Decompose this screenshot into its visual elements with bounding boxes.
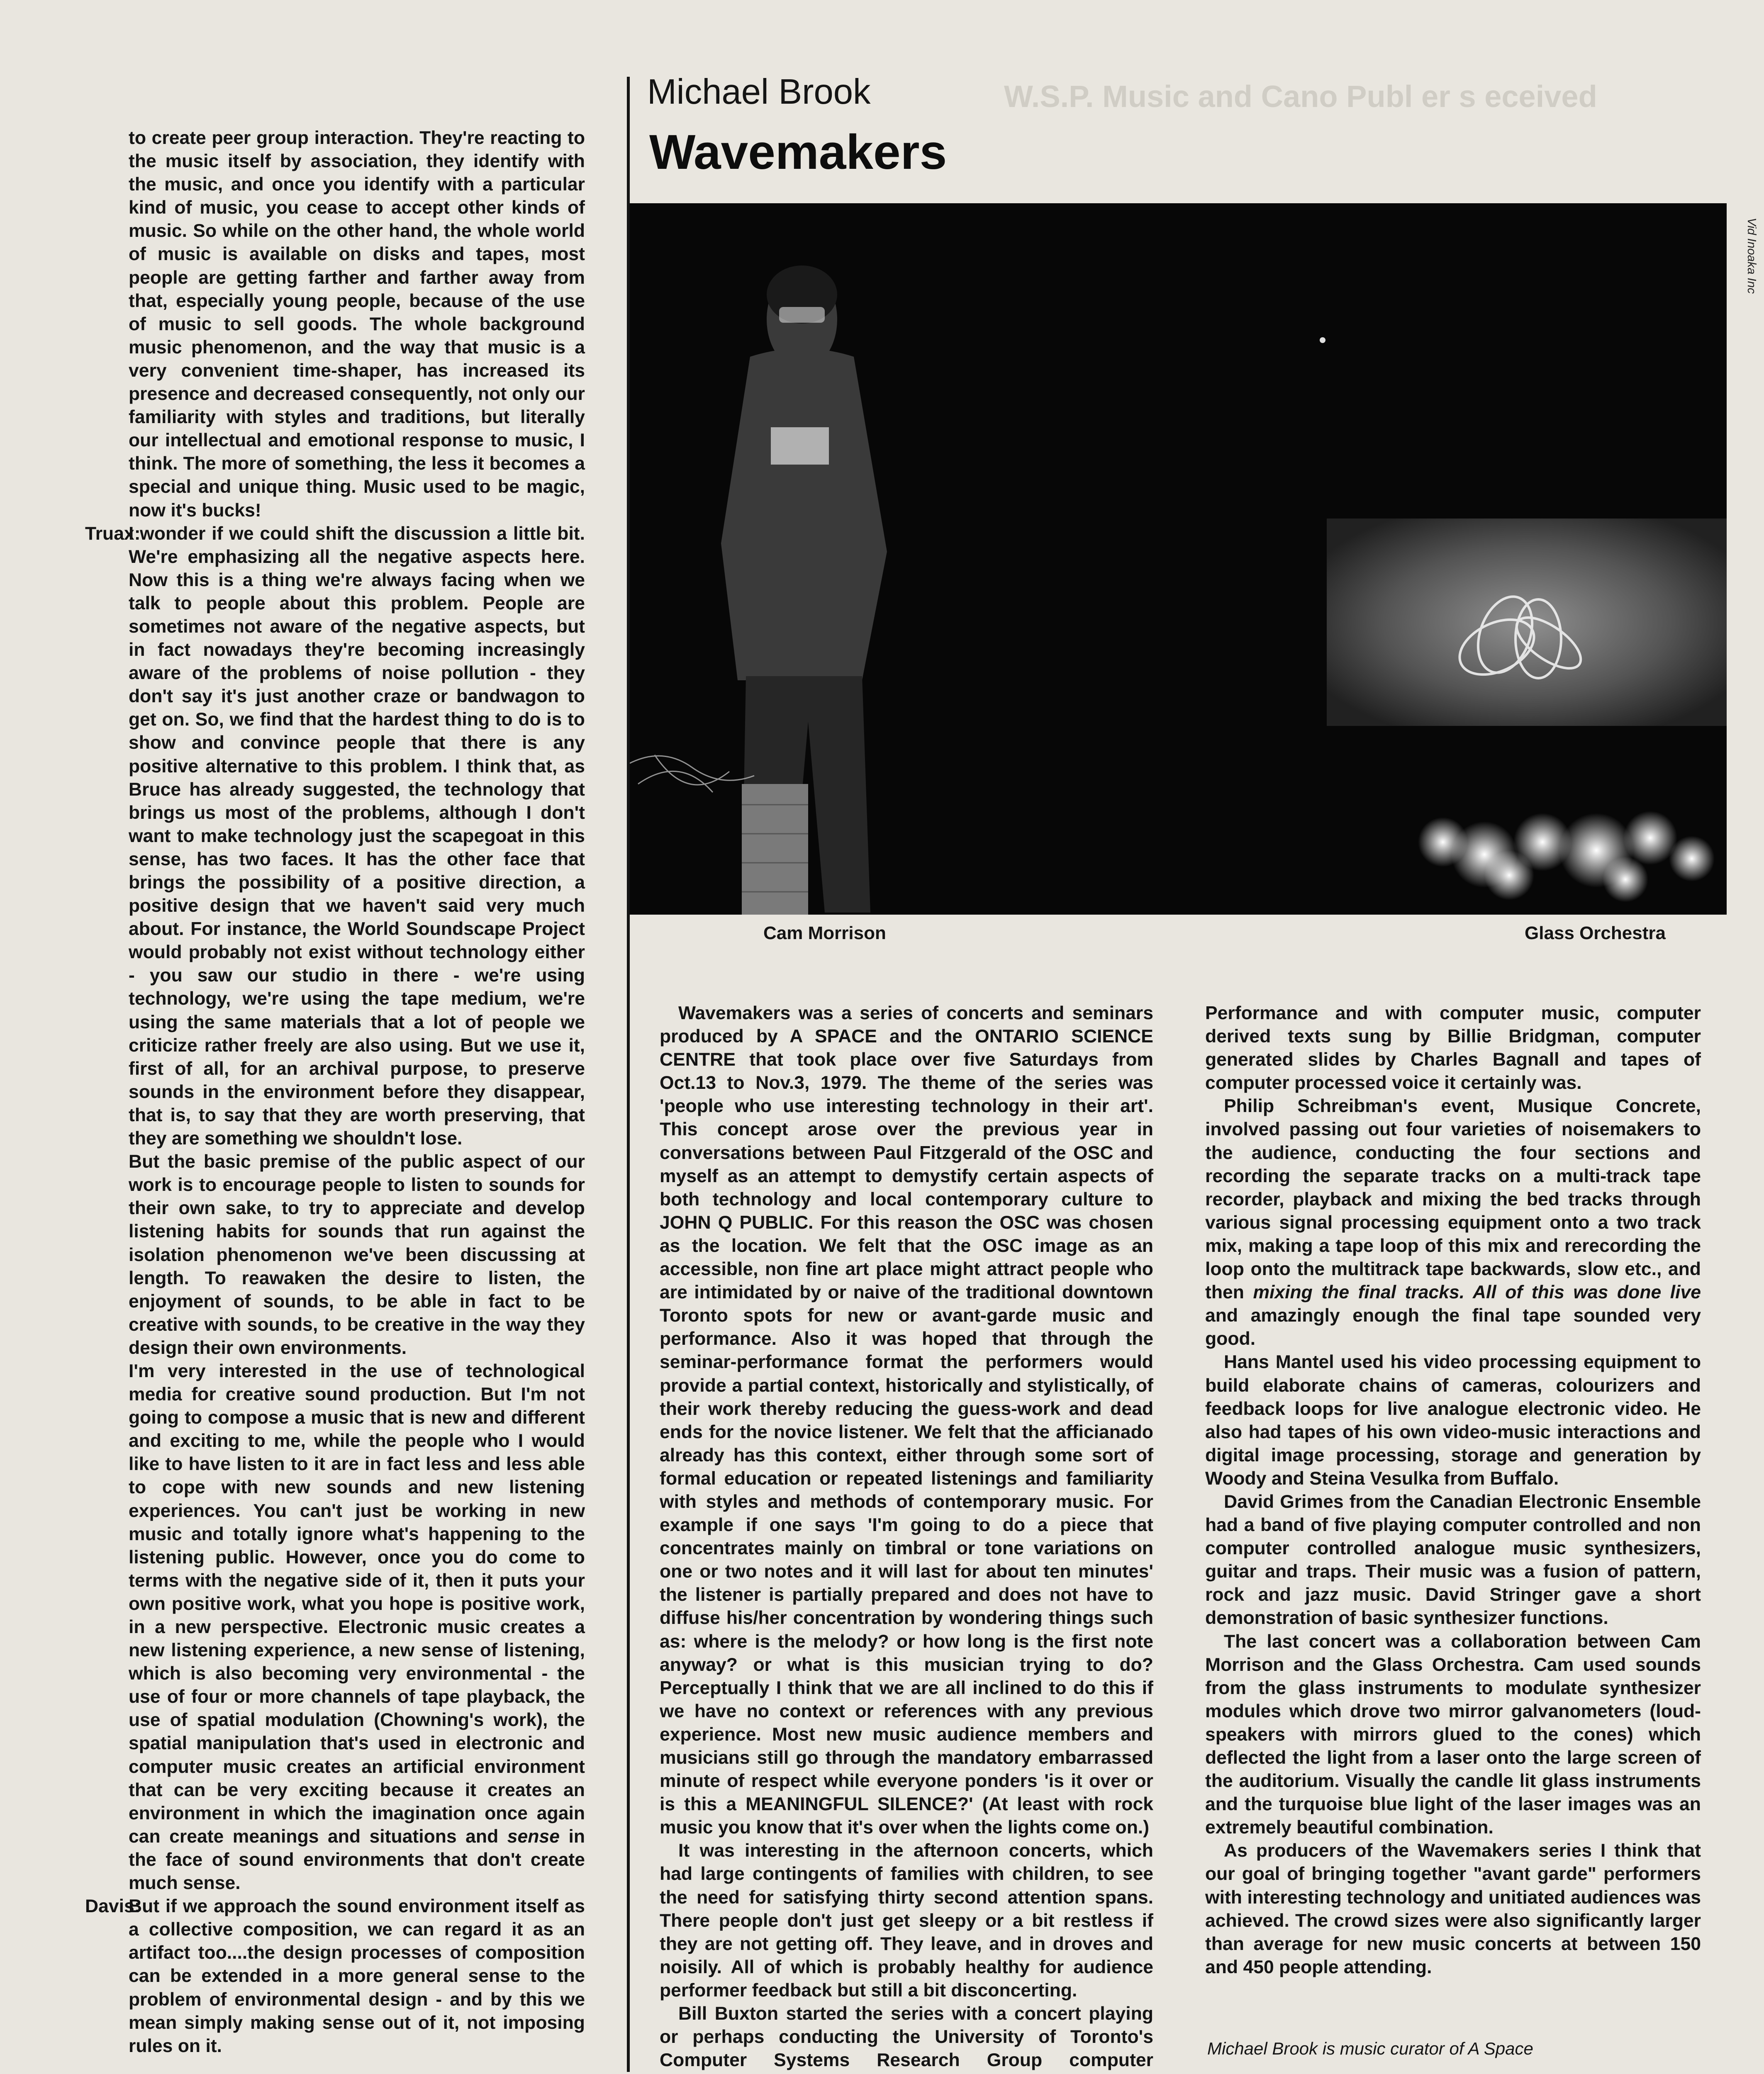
author-note: Michael Brook is music curator of A Space: [1207, 2039, 1533, 2058]
truax-text-3a: I'm very interested in the use of technological media for creative sound production. But I'm not going to compose a music that is new and different and exciting to me, while the people who I would like to have listen to it are in fact less and less able to cope with new sounds and new listening experiences. You can't just be working in new music and totally ignore what's happening to the listening public. However, once you do come to terms with the negative side of it, then it puts your own positive work, what you hope is positive work, in a new perspective. Electronic music creates a new listening experience, a new sense of listening, which is also becoming very environmental - the use of four or more channels of tape playback, the use of spatial modulation (Chowning's work), the spatial manipulation that's used in electronic and computer music creates an artificial environment that can be very exciting because it creates an environment in which the imagination once again can create meanings and situations and: [129, 1361, 585, 1847]
article-paragraph: Performance and with computer music, computer derived texts sung by Billie Bridgman, computer generated slides by Charles Bagnall and tapes of computer processed voice it certainly was.: [1205, 1003, 1701, 1093]
davis-paragraph: [85, 1895, 585, 2058]
left-column: [85, 127, 585, 2058]
article-column-middle: [660, 1002, 1153, 2074]
truax-text-1: I wonder if we could shift the discussion a little bit. We're emphasizing all the negative aspects here. Now this is a thing we're always facing when we talk to people about this problem. People are sometimes not aware of the negative aspects, but in fact nowadays they're becoming increasingly aware of the problems of noise pollution - they don't say it's just another craze or bandwagon to get on. So, we find that the hardest thing to do is to show and convince people that there is any positive alternative to this problem. I think that, as Bruce has already suggested, the technology that brings us most of the problems, although I don't want to make technology just the scapegoat in this sense, has two faces. It has the other face that brings the possibility of a positive direction, a positive design that we haven't said very much about. For instance, the World Soundscape Project would probably not exist without technology either - you saw our studio in there - we're using technology, we're using the tape medium, we're using the same materials that a lot of people we criticize rather freely are also using. But we use it, first of all, for an archival purpose, to preserve sounds in the environment before they disappear, that is, to say that they are worth preserving, that they are something we shouldn't lose.: [129, 523, 585, 1149]
article-paragraph: The last concert was a collaboration between Cam Morrison and the Glass Orchestra. Cam used sounds from the glass instruments to modulate synthesizer modules which drove two mirror galvanometers (loud-speakers with mirrors glued to the cones) which deflected the light from a laser onto the large screen of the auditorium. Visually the candle lit glass instruments and the turquoise blue light of the laser images was an extremely beautiful combination.: [1205, 1631, 1701, 1838]
bleed-through-heading: W.S.P. Music and Cano Publ er s eceived: [1004, 79, 1597, 114]
article-paragraph: Bill Buxton started the series with a concert playing or perhaps conducting the University of Toronto's Computer Systems Research Group computer: [660, 2003, 1153, 2071]
article-paragraph: Hans Mantel used his video processing equipment to build elaborate chains of cameras, colourizers and feedback loops for live analogue electronic video. He also had tapes of his own video-music interactions and digital image processing, storage and generation by Woody and Steina Vesulka from Buffalo.: [1205, 1352, 1701, 1489]
article-paragraph: [1205, 1095, 1701, 1351]
article-photo: [630, 203, 1727, 915]
article-text: and amazingly enough the final tape sounded very good.: [1205, 1305, 1701, 1349]
left-opening-paragraph: to create peer group interaction. They're reacting to the music itself by association, they identify with the music, and once you identify with a particular kind of music, you cease to accept other kinds of music. So while on the other hand, the whole world of music is available on disks and tapes, most people are getting farther and farther away from that, especially young people, because of the use of music to sell goods. The whole background music phenomenon, and the way that music is a very convenient time-shaper, has increased its presence and decreased consequently, not only our familiarity with styles and traditions, but literally our intellectual and emotional response to music, I think. The more of something, the less it becomes a special and unique thing. Music used to be magic, now it's bucks!: [129, 128, 585, 521]
article-paragraph: David Grimes from the Canadian Electronic Ensemble had a band of five playing computer controlled and non computer controlled analogue music synthesizers, guitar and traps. Their music was a fusion of pattern, rock and jazz music. David Stringer gave a short demonstration of basic synthesizer functions.: [1205, 1491, 1701, 1629]
truax-paragraph-3: [85, 1360, 585, 1895]
speaker-truax: Truax:: [85, 523, 141, 544]
truax-text-3b: in the face of sound environments that don't create much sense.: [129, 1826, 585, 1894]
caption-left: Cam Morrison: [763, 923, 886, 943]
caption-right: Glass Orchestra: [1525, 923, 1666, 943]
article-text-emphasis: mixing the final tracks. All of this was done live: [1253, 1282, 1701, 1303]
truax-text-3-emphasis: sense: [507, 1826, 560, 1847]
davis-text: But if we approach the sound environment itself as a collective composition, we can regard it as an artifact too....the design processes of composition can be extended in a more general sense to the problem of environmental design - and by this we mean simply making sense out of it, not imposing rules on it.: [129, 1896, 585, 2056]
article-paragraph: As producers of the Wavemakers series I think that our goal of bringing together "avant garde" performers with interesting technology and unitiated audiences was achieved. The crowd sizes were also significantly larger than average for new music concerts at between 150 and 450 people attending.: [1205, 1840, 1701, 1977]
photo-credit: Vid Inoaka Inc: [1745, 218, 1758, 294]
headline: Wavemakers: [649, 125, 947, 180]
byline: Michael Brook: [647, 72, 871, 112]
truax-paragraph-1: [85, 522, 585, 1151]
photo-illustration: [630, 203, 1727, 915]
speaker-davis: Davis:: [85, 1896, 141, 1917]
article-column-right: [1205, 1002, 1701, 1979]
article-text: Philip Schreibman's event, Musique Concrete, involved passing out four varieties of noisemakers to the audience, conducting the four sections and recording the separate tracks on a multi-track tape recorder, playback and mixing the bed tracks through various signal processing equipment onto a two track mix, making a tape loop of this mix and rerecording the loop onto the multitrack tape backwards, slow etc., and then: [1205, 1096, 1701, 1303]
article-paragraph: Wavemakers was a series of concerts and seminars produced by A SPACE and the ONTARIO SCIENCE CENTRE that took place over five Saturdays from Oct.13 to Nov.3, 1979. The theme of the series was 'people who use interesting technology in their art'. This concept arose over the previous year in conversations between Paul Fitzgerald of the OSC and myself as an attempt to demystify certain aspects of both technology and local contemporary culture to JOHN Q PUBLIC. For this reason the OSC was chosen as the location. We felt that the OSC image as an accessible, non fine art place might attract people who are intimidated by or naive of the traditional downtown Toronto spots for new or avant-garde music and performance. Also it was hoped that through the seminar-performance format the performers would provide a partial context, historically and stylistically, of their work thereby reducing the guess-work and dead ends for the novice listener. We felt that the afficianado already has this context, either through some sort of formal education or repeated listenings and familiarity with styles and methods of contemporary music. For example if one says 'I'm going to do a piece that concentrates mainly on timbral or tone variations on one or two notes and it will last for about ten minutes' the listener is partially prepared and does not have to diffuse his/her concentration by wondering things such as: where is the melody? or how long is the first note anyway? or what is this musician trying to do? Perceptually I think that we are all inclined to do this if we have no context or references with any previous experience. Most new music audience members and musicians still go through the mandatory embarrassed minute of respect while everyone ponders 'is it over or is this a MEANINGFUL SILENCE?' (At least with rock music you know that it's over when the lights come on.): [660, 1003, 1153, 1838]
column-divider: [627, 77, 630, 2072]
truax-paragraph-2: But the basic premise of the public aspect of our work is to encourage people to listen to sounds for their own sake, to try to appreciate and develop listening habits for sounds that run against the isolation phenomenon we've been discussing at length. To reawaken the desire to listen, the enjoyment of sounds, to be able in fact to be creative with sounds, to be creative in the way they design their own environments.: [129, 1151, 585, 1358]
article-paragraph: It was interesting in the afternoon concerts, which had large contingents of families with children, to see the need for satisfying thirty second attention spans. There people don't just get sleepy or a bit restless if they are not getting off. They leave, and in droves and noisily. All of which is probably healthy for audience performer feedback but still a bit disconcerting.: [660, 1840, 1153, 2001]
